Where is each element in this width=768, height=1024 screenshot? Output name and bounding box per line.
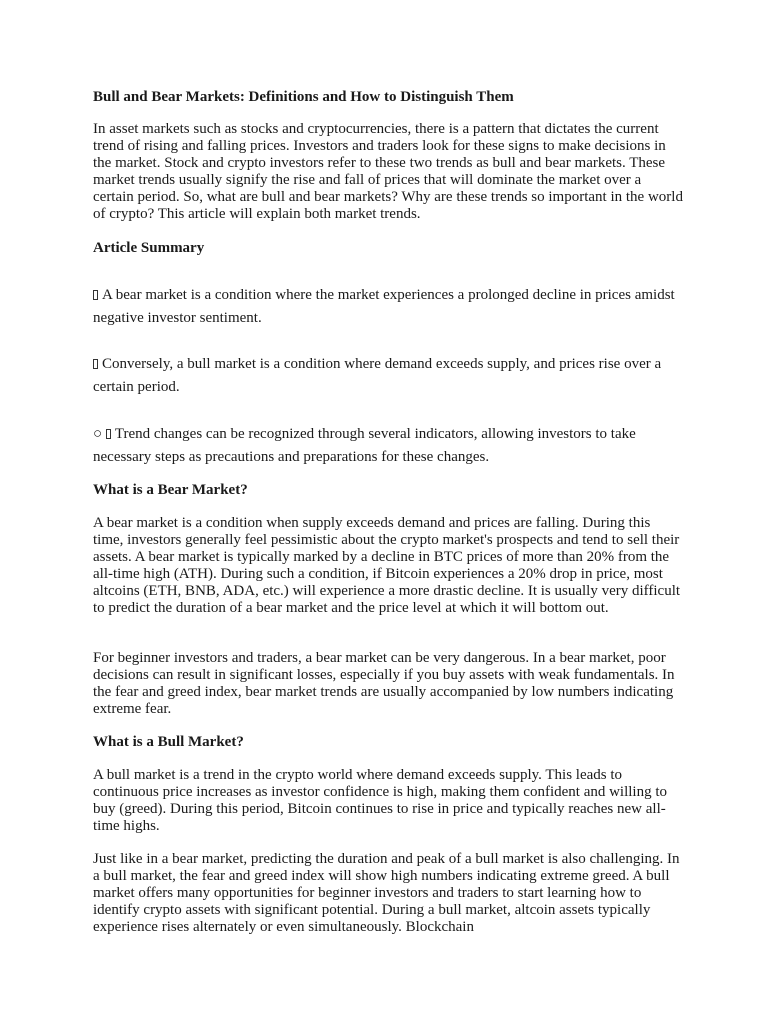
summary-item-trend	[93, 423, 683, 469]
bull-market-paragraph-2: Just like in a bear market, predicting the duration and peak of a bull market is also challenging. In a bull market, the fear and greed index will show high numbers indicating extreme greed. A bull market offers many opportunities for beginner investors and traders to start learning how to identify crypto assets with significant potential. During a bull market, altcoin assets typically experience rises alternately or even simultaneously. Blockchain	[93, 851, 680, 935]
summary-item-text: Trend changes can be recognized through several indicators, allowing investors to take necessary steps as precautions and preparations for these changes.	[93, 426, 636, 465]
summary-heading: Article Summary	[93, 240, 205, 256]
missing-glyph-icon	[93, 359, 98, 369]
document-title: Bull and Bear Markets: Definitions and How to Distinguish Them	[93, 89, 514, 105]
bull-market-heading: What is a Bull Market?	[93, 734, 244, 750]
missing-glyph-icon	[93, 290, 98, 300]
intro-paragraph: In asset markets such as stocks and cryptocurrencies, there is a pattern that dictates the current trend of rising and falling prices. Investors and traders look for these signs to make decisions in the market. Stock and crypto investors refer to these two trends as bull and bear markets. These market trends usually signify the rise and fall of prices that will dominate the market over a certain period. So, what are bull and bear markets? Why are these trends so important in the world of crypto? This article will explain both market trends.	[93, 121, 683, 222]
summary-item-bear	[93, 284, 683, 330]
bull-market-paragraph-1: A bull market is a trend in the crypto world where demand exceeds supply. This leads to continuous price increases as investor confidence is high, making them confident and willing to buy (greed). During this period, Bitcoin continues to rise in price and typically reaches new all-time highs.	[93, 767, 668, 834]
bear-market-heading: What is a Bear Market?	[93, 482, 248, 498]
circle-bullet-marker: ○	[93, 426, 103, 442]
missing-glyph-icon	[106, 429, 111, 439]
summary-item-text: A bear market is a condition where the market experiences a prolonged decline in prices amidst negative investor sentiment.	[93, 287, 675, 326]
summary-item-text: Conversely, a bull market is a condition where demand exceeds supply, and prices rise over a certain period.	[93, 356, 662, 395]
summary-item-bull	[93, 353, 683, 399]
bear-market-paragraph-2: For beginner investors and traders, a bear market can be very dangerous. In a bear market, poor decisions can result in significant losses, especially if you buy assets with weak fundamentals. In the fear and greed index, bear market trends are usually accompanied by low numbers indicating extreme fear.	[93, 650, 675, 717]
bear-market-paragraph-1: A bear market is a condition when supply exceeds demand and prices are falling. During this time, investors generally feel pessimistic about the crypto market's prospects and tend to sell their assets. A bear market is typically marked by a decline in BTC prices of more than 20% from the all-time high (ATH). During such a condition, if Bitcoin experiences a 20% drop in price, most altcoins (ETH, BNB, ADA, etc.) will experience a more drastic decline. It is usually very difficult to predict the duration of a bear market and the price level at which it will bottom out.	[93, 515, 681, 616]
